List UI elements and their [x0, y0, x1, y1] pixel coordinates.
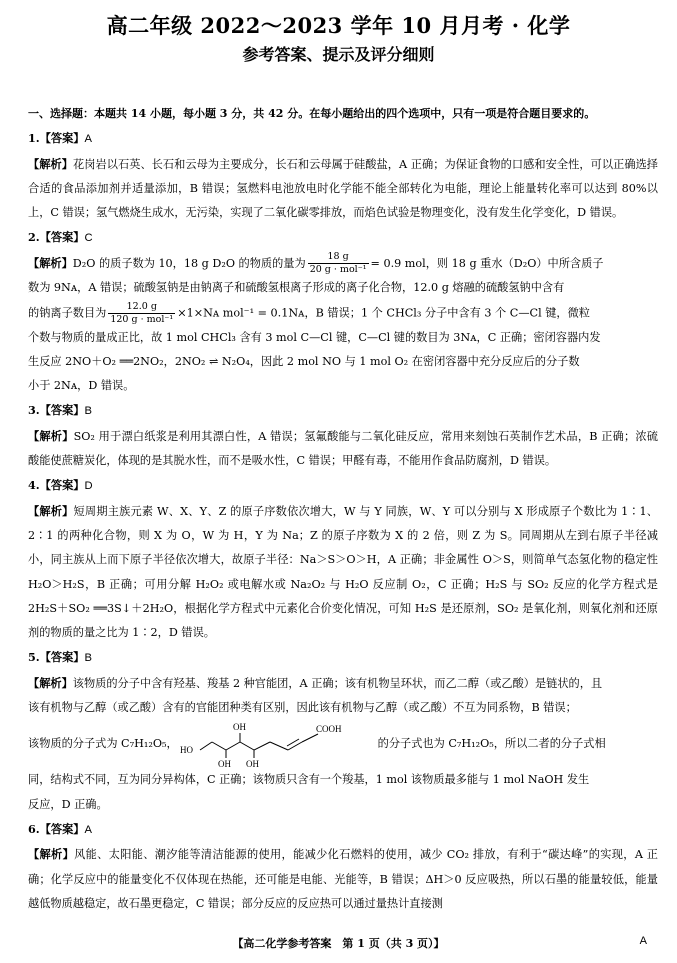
question-2-analysis — [28, 251, 658, 399]
question-number: 6. — [28, 821, 40, 836]
analysis-line: 该有机物与乙醇（或乙酸）含有的官能团种类有区别，因此该有机物与乙醇（或乙酸）不互为同系物，B 错误； — [28, 701, 577, 715]
hydroxyl-label: HO — [179, 745, 193, 756]
fraction-sodium-hydrogen-sulfate: $\frac{12.0 g}{\text{120 g · mol⁻¹}}$ — [110, 300, 174, 325]
analysis-label: 【解析】 — [28, 255, 73, 270]
answer-label: 【答案】 — [39, 650, 85, 665]
answer-value: B — [84, 652, 92, 665]
answer-label: 【答案】 — [39, 478, 85, 493]
analysis-line: 小于 2Nᴀ，D 错误。 — [28, 379, 135, 393]
answer-value: B — [84, 405, 92, 418]
fraction-molar-mass: $\frac{18 g}{\text{20 g · mol⁻¹}}$ — [309, 251, 367, 276]
question-number: 5. — [28, 650, 40, 665]
analysis-text: 风能、太阳能、潮汐能等清洁能源的使用，能减少化石燃料的使用，减少 CO₂ 排放，有利于“碳达峰”的实现，A 正确；化学反应中的能量变化不仅体现在热能，还可能是电能、光能等，B 错误；ΔH＞0 反应吸热，所以石墨的能量较低，能量越低物质越稳定，故石墨更稳定，C 错误；部分反应的反应热可以通过量热计直接测 — [28, 848, 658, 910]
analysis-line: 的钠离子数目为 $\frac{12.0 g}{\text{120 g · mol⁻¹}}$ ×1×Nᴀ mol⁻¹ = 0.1Nᴀ，B 错误；1 个 CHCl₃ 分子中含有 3 个 C—Cl 键，微粒 — [28, 300, 590, 325]
analysis-text: 短周期主族元素 W、X、Y、Z 的原子序数依次增大，W 与 Y 同族，W、Y 可以分别与 X 形成原子个数比为 1∶1、2∶1 的两种化合物，则 X 为 O，W 为 H，Y 为 Na；Z 的原子序数为 X 的 2 倍，则 Z 为 S。同周期从左到右原子半径减小，同主族从上而下原子半径依次增大，故原子半径：Na＞S＞O＞H，A 正确；非金属性 O＞S，则简单气态氢化物的稳定性 H₂O＞H₂S，B 正确；可用分解 H₂O₂ 或电解水或 Na₂O₂ 与 H₂O 反应制 O₂，C 正确；H₂S 与 SO₂ 反应的化学方程式是 2H₂S＋SO₂ ══3S↓＋2H₂O，根据化学方程式中元素化合价变化情况，可知 H₂S 是还原剂，SO₂ 是氧化剂，则氧化剂和还原剂的物质的量之比为 1∶2，D 错误。 — [28, 504, 658, 640]
question-5-analysis — [28, 671, 658, 817]
answer-content — [28, 102, 658, 916]
question-2-header — [28, 225, 658, 250]
answer-label: 【答案】 — [39, 131, 85, 146]
question-4-header — [28, 473, 658, 498]
structural-formula — [178, 720, 378, 768]
question-3-header — [28, 398, 658, 423]
question-6-analysis — [28, 842, 658, 916]
paper-version-letter: A — [639, 935, 647, 947]
hydroxyl-label: OH — [217, 759, 231, 769]
question-3-analysis — [28, 424, 658, 474]
analysis-text: SO₂ 用于漂白纸浆是利用其漂白性，A 错误；氢氟酸能与二氧化硅反应，常用来刻蚀石英制作艺术品，B 正确；浓硫酸能使蔗糖炭化，体现的是其脱水性，而不是吸水性，C 错误；甲醛有毒，不能用作食品防腐剂，D 错误。 — [28, 429, 658, 468]
page-title: 高二年级 2022～2023 学年 10 月月考 · 化学 — [106, 13, 571, 38]
analysis-line: 【解析】D₂O 的质子数为 10，18 g D₂O 的物质的量为 $\frac{18 g}{\text{20 g · mol⁻¹}}$ = 0.9 mol，则 18 g 重水（D₂O）中所含质子 — [28, 251, 604, 276]
section-heading: 一、选择题：本题共 14 小题，每小题 3 分，共 42 分。在每小题给出的四个选项中，只有一项是符合题目要求的。 — [28, 107, 596, 120]
answer-label: 【答案】 — [39, 230, 85, 245]
analysis-line: 个数与物质的量成正比，故 1 mol CHCl₃ 含有 3 mol C—Cl 键，C—Cl 键的数目为 3Nᴀ，C 正确；密闭容器内发 — [28, 330, 601, 344]
analysis-label: 【解析】 — [28, 675, 73, 690]
hydroxyl-label: OH — [245, 759, 259, 769]
analysis-line: 同，结构式不同，互为同分异构体，C 正确；该物质只含有一个羧基，1 mol 该物质最多能与 1 mol NaOH 发生 — [28, 773, 590, 787]
analysis-label: 【解析】 — [28, 503, 74, 518]
answer-value: D — [84, 480, 93, 493]
analysis-label: 【解析】 — [28, 156, 73, 171]
answer-value: A — [84, 823, 92, 836]
answer-label: 【答案】 — [39, 821, 85, 836]
analysis-label: 【解析】 — [28, 847, 75, 862]
hydroxyl-label: OH — [232, 722, 246, 733]
analysis-text: 花岗岩以石英、长石和云母为主要成分，长石和云母属于硅酸盐，A 正确；为保证食物的口感和安全性，可以正确选择合适的食品添加剂并适量添加，B 错误；氢燃料电池放电时化学能不能全部转化为电能，理论上能量转化率可以达到 80%以上，C 错误；氢气燃烧生成水，无污染，实现了二氧化碳零排放，而焰色试验是物理变化，没有发生化学变化，D 错误。 — [28, 157, 658, 220]
analysis-line: 数为 9Nᴀ，A 错误；硫酸氢钠是由钠离子和硫酸氢根离子形成的离子化合物，12.0 g 熔融的硫酸氢钠中含有 — [28, 281, 565, 295]
page-subtitle: 参考答案、提示及评分细则 — [242, 45, 435, 64]
question-5-header — [28, 645, 658, 670]
question-1-header — [28, 126, 658, 151]
question-number: 4. — [28, 478, 40, 493]
analysis-label: 【解析】 — [28, 428, 74, 443]
page-footer: 【高二化学参考答案 第 1 页（共 3 页）】 — [232, 937, 445, 950]
question-6-header — [28, 817, 658, 842]
analysis-line: 【解析】该物质的分子中含有羟基、羧基 2 种官能团，A 正确；该有机物呈环状，而乙二醇（或乙酸）是链状的，且 — [28, 675, 603, 690]
question-number: 1. — [28, 131, 40, 146]
analysis-line: 反应，D 正确。 — [28, 797, 108, 811]
question-number: 3. — [28, 403, 40, 418]
answer-value: A — [84, 133, 92, 146]
question-1-analysis — [28, 152, 658, 226]
analysis-line: 该物质的分子式为 C₇H₁₂O₅， HO OH OH OH COOH 的分子式也为 C₇H₁₂O₅，所以二者的分子式相 — [28, 722, 606, 769]
question-number: 2. — [28, 230, 40, 245]
answer-value: C — [84, 232, 93, 245]
carboxyl-label: COOH — [315, 724, 342, 735]
question-4-analysis — [28, 499, 658, 646]
answer-label: 【答案】 — [39, 403, 85, 418]
analysis-line: 生反应 2NO＋O₂ ══2NO₂，2NO₂ ⇌ N₂O₄，因此 2 mol NO 与 1 mol O₂ 在密闭容器中充分反应后的分子数 — [28, 354, 580, 368]
